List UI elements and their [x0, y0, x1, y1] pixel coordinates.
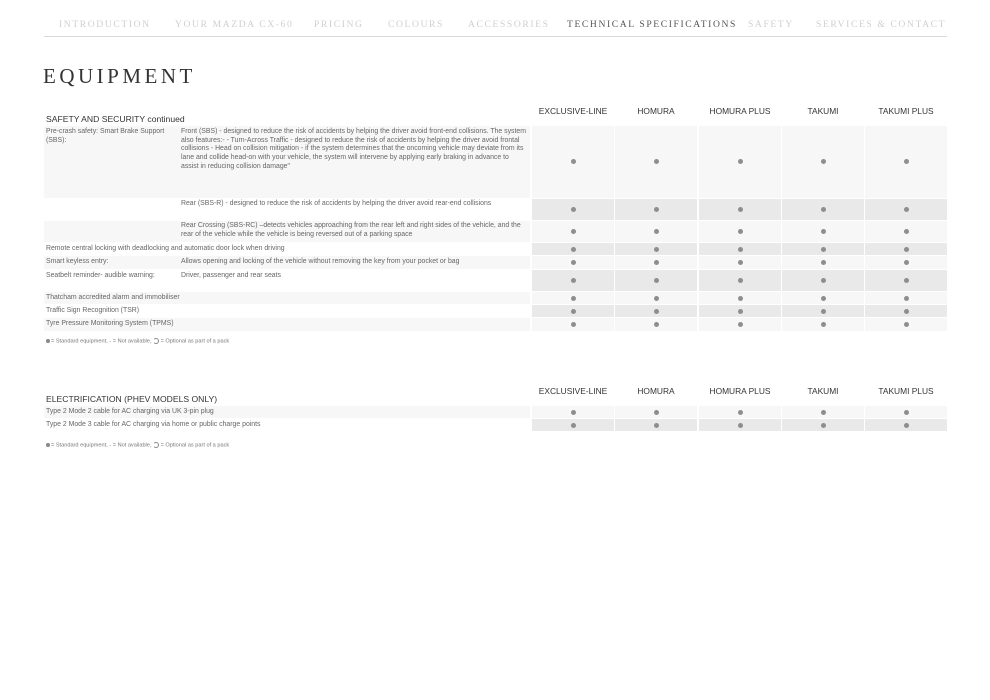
standard-equipment-dot	[821, 296, 826, 301]
table-cell	[865, 243, 947, 255]
table-row	[44, 199, 947, 220]
standard-equipment-dot	[821, 247, 826, 252]
table-cell	[782, 419, 864, 431]
nav-item-pricing[interactable]: PRICING	[314, 19, 364, 30]
column-header: TAKUMI PLUS	[878, 106, 934, 116]
table-cell	[865, 270, 947, 291]
table-cell	[615, 221, 697, 242]
section-title-electrification: ELECTRIFICATION (PHEV MODELS ONLY)	[46, 394, 218, 404]
standard-equipment-dot	[654, 229, 659, 234]
column-header: HOMURA PLUS	[709, 106, 771, 116]
row-label: Thatcham accredited alarm and immobiliser	[46, 294, 180, 301]
table-cell	[865, 318, 947, 331]
standard-equipment-dot	[904, 322, 909, 327]
nav-item-safety[interactable]: SAFETY	[748, 19, 794, 30]
table-row	[44, 419, 947, 431]
legend-standard: = Standard equipment,	[51, 442, 108, 449]
standard-equipment-dot	[738, 229, 743, 234]
standard-equipment-dot	[571, 296, 576, 301]
row-label: Type 2 Mode 2 cable for AC charging via UK 3-pin plug	[46, 408, 214, 415]
standard-equipment-dot	[654, 260, 659, 265]
table-cell	[699, 406, 781, 418]
table-cell	[615, 270, 697, 291]
table-cell	[782, 292, 864, 304]
table-row	[44, 256, 947, 269]
standard-equipment-dot	[904, 229, 909, 234]
table-cell	[615, 419, 697, 431]
standard-equipment-dot	[738, 278, 743, 283]
standard-equipment-dot	[904, 309, 909, 314]
row-description: Rear Crossing (SBS-RC) –detects vehicles approaching from the rear left and right sides of the vehicle, and the rear of the vehicle while the vehicle is being reversed out of a parking space	[181, 222, 521, 238]
nav-item-technical-specifications[interactable]: TECHNICAL SPECIFICATIONS	[567, 19, 737, 30]
table-cell	[782, 406, 864, 418]
table-cell	[615, 126, 697, 198]
table-cell	[532, 221, 614, 242]
column-header: TAKUMI	[807, 386, 839, 396]
nav-item-introduction[interactable]: INTRODUCTION	[59, 19, 151, 30]
table-row	[44, 221, 947, 242]
standard-equipment-dot	[46, 443, 50, 447]
table-cell	[782, 199, 864, 220]
table-cell	[865, 199, 947, 220]
table-cell	[532, 305, 614, 317]
standard-equipment-dot	[821, 159, 826, 164]
standard-equipment-dot	[654, 207, 659, 212]
nav-item-colours[interactable]: COLOURS	[388, 19, 444, 30]
standard-equipment-dot	[904, 247, 909, 252]
table-cell	[865, 406, 947, 418]
table-cell	[699, 305, 781, 317]
row-description: Rear (SBS-R) - designed to reduce the risk of accidents by helping the driver avoid rear-end collisions	[181, 200, 492, 207]
row-label: Seatbelt reminder- audible warning:	[46, 272, 155, 279]
standard-equipment-dot	[738, 410, 743, 415]
legend-not-available: - = Not available,	[109, 442, 152, 449]
table-cell	[865, 305, 947, 317]
table-cell	[699, 270, 781, 291]
standard-equipment-dot	[738, 322, 743, 327]
table-cell	[532, 318, 614, 331]
table-cell	[532, 270, 614, 291]
standard-equipment-dot	[821, 410, 826, 415]
table-cell	[865, 256, 947, 269]
table-row	[44, 126, 947, 198]
standard-equipment-dot	[571, 410, 576, 415]
standard-equipment-dot	[821, 207, 826, 212]
standard-equipment-dot	[654, 423, 659, 428]
standard-equipment-dot	[738, 159, 743, 164]
top-navigation	[44, 14, 947, 37]
standard-equipment-dot	[654, 247, 659, 252]
standard-equipment-dot	[904, 260, 909, 265]
table-cell	[615, 318, 697, 331]
table-cell	[532, 292, 614, 304]
table-cell	[782, 243, 864, 255]
table-cell	[699, 318, 781, 331]
table-cell	[532, 406, 614, 418]
column-header: HOMURA	[637, 106, 675, 116]
standard-equipment-dot	[904, 296, 909, 301]
table-cell	[865, 221, 947, 242]
table-cell	[699, 199, 781, 220]
column-header: EXCLUSIVE-LINE	[538, 106, 608, 116]
table-cell	[699, 126, 781, 198]
table-cell	[532, 419, 614, 431]
table-cell	[615, 256, 697, 269]
table-cell	[615, 406, 697, 418]
table-cell	[699, 292, 781, 304]
standard-equipment-dot	[571, 260, 576, 265]
legend-optional: = Optional as part of a pack	[160, 442, 230, 449]
standard-equipment-dot	[821, 260, 826, 265]
standard-equipment-dot	[571, 229, 576, 234]
row-label: Tyre Pressure Monitoring System (TPMS)	[46, 320, 174, 327]
table-cell	[615, 305, 697, 317]
table-cell	[782, 305, 864, 317]
standard-equipment-dot	[571, 207, 576, 212]
table-cell	[532, 256, 614, 269]
column-header: EXCLUSIVE-LINE	[538, 386, 608, 396]
column-header: TAKUMI PLUS	[878, 386, 934, 396]
row-description: Front (SBS) - designed to reduce the risk of accidents by helping the driver avoid front-end collisions. The system also features:- - Turn-Across Traffic - designed to reduce the risk of accidents by helping the driver avoid frontal collisions - Head on collision mitigation - if the system determines that the oncoming vehicle may deviate from its lane and collide head-on with your vehicle, the system will intervene by applying early braking in advance to assist in reducing collision damage"	[181, 128, 526, 170]
standard-equipment-dot	[571, 278, 576, 283]
table-cell	[782, 270, 864, 291]
standard-equipment-dot	[654, 322, 659, 327]
standard-equipment-dot	[654, 410, 659, 415]
standard-equipment-dot	[738, 207, 743, 212]
standard-equipment-dot	[654, 296, 659, 301]
standard-equipment-dot	[904, 410, 909, 415]
legend-standard: = Standard equipment,	[51, 338, 108, 345]
column-header: HOMURA PLUS	[709, 386, 771, 396]
row-label: Smart keyless entry:	[46, 258, 109, 265]
table-cell	[699, 221, 781, 242]
standard-equipment-dot	[46, 339, 50, 343]
table-cell	[615, 199, 697, 220]
row-description: Allows opening and locking of the vehicle without removing the key from your pocket or bag	[181, 258, 460, 265]
column-header: TAKUMI	[807, 106, 839, 116]
table-cell	[532, 199, 614, 220]
table-cell	[865, 292, 947, 304]
row-label: Type 2 Mode 3 cable for AC charging via home or public charge points	[46, 421, 261, 428]
standard-equipment-dot	[904, 159, 909, 164]
table-row	[44, 270, 947, 291]
legend	[46, 442, 229, 448]
page-title: EQUIPMENT	[43, 64, 196, 88]
standard-equipment-dot	[738, 260, 743, 265]
standard-equipment-dot	[821, 322, 826, 327]
table-row	[44, 406, 947, 418]
legend-not-available: - = Not available,	[109, 338, 152, 345]
legend	[46, 338, 229, 344]
standard-equipment-dot	[821, 423, 826, 428]
standard-equipment-dot	[571, 423, 576, 428]
table-row	[44, 292, 947, 304]
row-label: Traffic Sign Recognition (TSR)	[46, 307, 140, 314]
table-cell	[532, 243, 614, 255]
row-label: Pre-crash safety: Smart Brake Support (SBS):	[46, 128, 165, 144]
standard-equipment-dot	[654, 159, 659, 164]
standard-equipment-dot	[571, 247, 576, 252]
standard-equipment-dot	[821, 278, 826, 283]
table-cell	[782, 256, 864, 269]
table-cell	[782, 318, 864, 331]
standard-equipment-dot	[821, 309, 826, 314]
table-cell	[782, 221, 864, 242]
table-row	[44, 305, 947, 317]
standard-equipment-dot	[821, 229, 826, 234]
table-cell	[615, 243, 697, 255]
table-cell	[699, 243, 781, 255]
section-title-safety: SAFETY AND SECURITY continued	[46, 114, 185, 124]
standard-equipment-dot	[654, 278, 659, 283]
standard-equipment-dot	[738, 309, 743, 314]
standard-equipment-dot	[738, 423, 743, 428]
optional-pack-icon	[153, 442, 159, 448]
standard-equipment-dot	[571, 322, 576, 327]
standard-equipment-dot	[738, 247, 743, 252]
table-row	[44, 243, 947, 255]
legend-optional: = Optional as part of a pack	[160, 338, 230, 345]
nav-item-your-mazda[interactable]: YOUR MAZDA CX-60	[175, 19, 294, 30]
table-cell	[699, 419, 781, 431]
standard-equipment-dot	[654, 309, 659, 314]
row-description: Driver, passenger and rear seats	[181, 272, 281, 279]
standard-equipment-dot	[904, 278, 909, 283]
table-cell	[532, 126, 614, 198]
table-cell	[865, 126, 947, 198]
table-cell	[699, 256, 781, 269]
standard-equipment-dot	[738, 296, 743, 301]
column-header: HOMURA	[637, 386, 675, 396]
table-row	[44, 318, 947, 331]
nav-item-services-contact[interactable]: SERVICES & CONTACT	[816, 19, 947, 30]
table-cell	[615, 292, 697, 304]
table-cell	[865, 419, 947, 431]
standard-equipment-dot	[571, 309, 576, 314]
standard-equipment-dot	[904, 423, 909, 428]
row-label: Remote central locking with deadlocking and automatic door lock when driving	[46, 245, 285, 252]
standard-equipment-dot	[571, 159, 576, 164]
nav-item-accessories[interactable]: ACCESSORIES	[468, 19, 550, 30]
standard-equipment-dot	[904, 207, 909, 212]
optional-pack-icon	[153, 338, 159, 344]
table-cell	[782, 126, 864, 198]
